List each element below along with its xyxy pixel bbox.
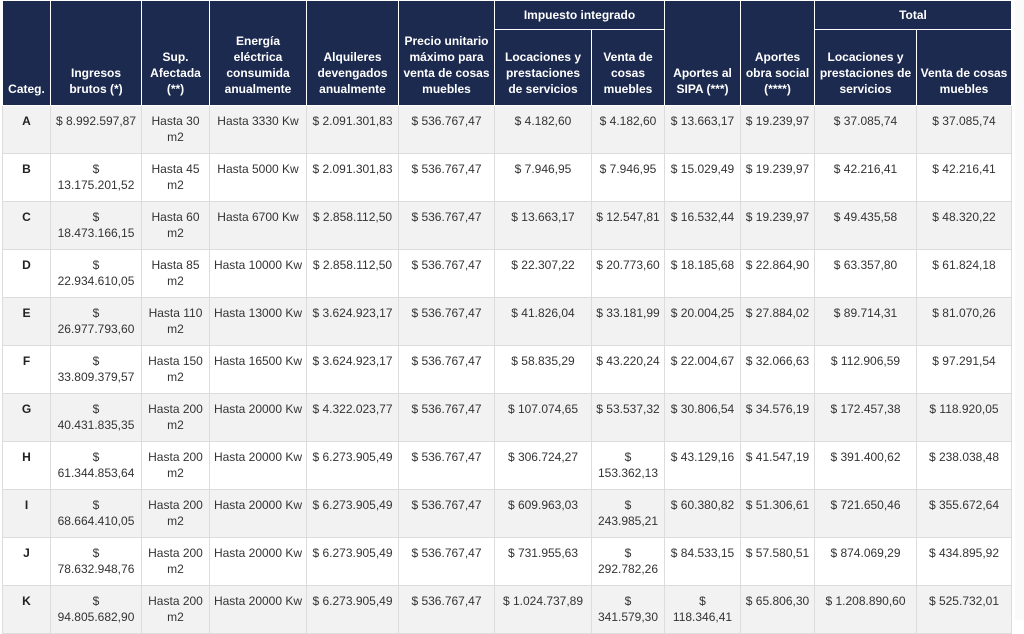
cell-obra: $ 22.864,90 <box>741 250 815 298</box>
header-total: Total <box>815 1 1012 30</box>
cell-cat: J <box>3 538 51 586</box>
monotributo-categories-table <box>2 0 1012 634</box>
cell-alquileres: $ 4.322.023,77 <box>307 394 399 442</box>
cell-imp-venta: $ 33.181,99 <box>592 298 665 346</box>
cell-tot-venta: $ 434.895,92 <box>917 538 1012 586</box>
cell-sup: Hasta 200 m2 <box>142 538 210 586</box>
table-row <box>3 202 1012 250</box>
cell-tot-loc: $ 112.906,59 <box>815 346 917 394</box>
cell-energia: Hasta 3330 Kw <box>210 106 307 154</box>
header-total-venta: Venta de cosas muebles <box>917 30 1012 106</box>
cell-cat: F <box>3 346 51 394</box>
cell-cat: G <box>3 394 51 442</box>
cell-tot-loc: $ 874.069,29 <box>815 538 917 586</box>
cell-precio: $ 536.767,47 <box>399 154 495 202</box>
header-impuesto-integrado: Impuesto integrado <box>495 1 665 30</box>
cell-imp-loc: $ 107.074,65 <box>495 394 592 442</box>
cell-tot-venta: $ 238.038,48 <box>917 442 1012 490</box>
cell-imp-venta: $ 7.946,95 <box>592 154 665 202</box>
cell-imp-venta: $ 20.773,60 <box>592 250 665 298</box>
cell-energia: Hasta 5000 Kw <box>210 154 307 202</box>
table-row <box>3 346 1012 394</box>
cell-imp-loc: $ 731.955,63 <box>495 538 592 586</box>
cell-obra: $ 51.306,61 <box>741 490 815 538</box>
cell-tot-loc: $ 721.650,46 <box>815 490 917 538</box>
cell-tot-loc: $ 89.714,31 <box>815 298 917 346</box>
cell-obra: $ 34.576,19 <box>741 394 815 442</box>
cell-imp-venta: $ 153.362,13 <box>592 442 665 490</box>
cell-tot-venta: $ 118.920,05 <box>917 394 1012 442</box>
cell-energia: Hasta 20000 Kw <box>210 490 307 538</box>
cell-sipa: $ 60.380,82 <box>665 490 741 538</box>
cell-sipa: $ 16.532,44 <box>665 202 741 250</box>
scrollbar[interactable] <box>1015 0 1024 620</box>
header-energia: Energía eléctrica consumida anualmente <box>210 1 307 106</box>
cell-obra: $ 41.547,19 <box>741 442 815 490</box>
table-row <box>3 298 1012 346</box>
cell-precio: $ 536.767,47 <box>399 298 495 346</box>
header-imp-venta: Venta de cosas muebles <box>592 30 665 106</box>
cell-ingresos: $ 68.664.410,05 <box>51 490 142 538</box>
cell-tot-venta: $ 97.291,54 <box>917 346 1012 394</box>
cell-cat: E <box>3 298 51 346</box>
cell-obra: $ 19.239,97 <box>741 154 815 202</box>
cell-ingresos: $ 18.473.166,15 <box>51 202 142 250</box>
cell-precio: $ 536.767,47 <box>399 538 495 586</box>
cell-precio: $ 536.767,47 <box>399 250 495 298</box>
cell-cat: A <box>3 106 51 154</box>
cell-obra: $ 19.239,97 <box>741 202 815 250</box>
cell-ingresos: $ 78.632.948,76 <box>51 538 142 586</box>
cell-alquileres: $ 3.624.923,17 <box>307 298 399 346</box>
cell-tot-venta: $ 37.085,74 <box>917 106 1012 154</box>
cell-precio: $ 536.767,47 <box>399 394 495 442</box>
table-row <box>3 394 1012 442</box>
cell-imp-venta: $ 243.985,21 <box>592 490 665 538</box>
cell-energia: Hasta 16500 Kw <box>210 346 307 394</box>
cell-ingresos: $ 8.992.597,87 <box>51 106 142 154</box>
header-imp-locaciones: Locaciones y prestaciones de servicios <box>495 30 592 106</box>
cell-imp-venta: $ 43.220,24 <box>592 346 665 394</box>
cell-tot-loc: $ 37.085,74 <box>815 106 917 154</box>
cell-imp-loc: $ 22.307,22 <box>495 250 592 298</box>
table-body <box>3 106 1012 634</box>
cell-energia: Hasta 10000 Kw <box>210 250 307 298</box>
cell-precio: $ 536.767,47 <box>399 202 495 250</box>
cell-sup: Hasta 200 m2 <box>142 490 210 538</box>
cell-energia: Hasta 20000 Kw <box>210 394 307 442</box>
cell-alquileres: $ 6.273.905,49 <box>307 586 399 634</box>
cell-alquileres: $ 6.273.905,49 <box>307 442 399 490</box>
cell-tot-loc: $ 63.357,80 <box>815 250 917 298</box>
cell-sipa: $ 22.004,67 <box>665 346 741 394</box>
cell-imp-venta: $ 341.579,30 <box>592 586 665 634</box>
cell-imp-loc: $ 41.826,04 <box>495 298 592 346</box>
cell-precio: $ 536.767,47 <box>399 106 495 154</box>
cell-ingresos: $ 22.934.610,05 <box>51 250 142 298</box>
cell-sipa: $ 20.004,25 <box>665 298 741 346</box>
cell-imp-venta: $ 4.182,60 <box>592 106 665 154</box>
cell-energia: Hasta 20000 Kw <box>210 442 307 490</box>
cell-obra: $ 19.239,97 <box>741 106 815 154</box>
header-aportes-sipa: Aportes al SIPA (***) <box>665 1 741 106</box>
cell-sipa: $ 30.806,54 <box>665 394 741 442</box>
cell-imp-loc: $ 4.182,60 <box>495 106 592 154</box>
cell-obra: $ 27.884,02 <box>741 298 815 346</box>
header-aportes-obra-social: Aportes obra social (****) <box>741 1 815 106</box>
cell-cat: C <box>3 202 51 250</box>
cell-imp-loc: $ 13.663,17 <box>495 202 592 250</box>
cell-tot-venta: $ 61.824,18 <box>917 250 1012 298</box>
cell-sup: Hasta 45 m2 <box>142 154 210 202</box>
cell-tot-venta: $ 525.732,01 <box>917 586 1012 634</box>
cell-sup: Hasta 200 m2 <box>142 442 210 490</box>
cell-cat: K <box>3 586 51 634</box>
cell-imp-loc: $ 7.946,95 <box>495 154 592 202</box>
cell-sup: Hasta 110 m2 <box>142 298 210 346</box>
cell-alquileres: $ 3.624.923,17 <box>307 346 399 394</box>
cell-tot-loc: $ 42.216,41 <box>815 154 917 202</box>
cell-obra: $ 57.580,51 <box>741 538 815 586</box>
cell-energia: Hasta 13000 Kw <box>210 298 307 346</box>
cell-imp-venta: $ 292.782,26 <box>592 538 665 586</box>
cell-imp-loc: $ 1.024.737,89 <box>495 586 592 634</box>
cell-sipa: $ 15.029,49 <box>665 154 741 202</box>
cell-ingresos: $ 13.175.201,52 <box>51 154 142 202</box>
cell-cat: D <box>3 250 51 298</box>
cell-ingresos: $ 61.344.853,64 <box>51 442 142 490</box>
table-row <box>3 586 1012 634</box>
cell-alquileres: $ 2.858.112,50 <box>307 202 399 250</box>
cell-energia: Hasta 20000 Kw <box>210 586 307 634</box>
cell-precio: $ 536.767,47 <box>399 346 495 394</box>
header-superficie: Sup. Afectada (**) <box>142 1 210 106</box>
cell-sup: Hasta 85 m2 <box>142 250 210 298</box>
cell-sup: Hasta 60 m2 <box>142 202 210 250</box>
header-precio-unitario: Precio unitario máximo para venta de cosas muebles <box>399 1 495 106</box>
cell-tot-loc: $ 391.400,62 <box>815 442 917 490</box>
cell-imp-loc: $ 306.724,27 <box>495 442 592 490</box>
cell-tot-loc: $ 1.208.890,60 <box>815 586 917 634</box>
cell-ingresos: $ 94.805.682,90 <box>51 586 142 634</box>
header-ingresos: Ingresos brutos (*) <box>51 1 142 106</box>
cell-imp-venta: $ 53.537,32 <box>592 394 665 442</box>
cell-tot-venta: $ 48.320,22 <box>917 202 1012 250</box>
cell-sipa: $ 18.185,68 <box>665 250 741 298</box>
cell-ingresos: $ 40.431.835,35 <box>51 394 142 442</box>
cell-obra: $ 32.066,63 <box>741 346 815 394</box>
cell-alquileres: $ 2.858.112,50 <box>307 250 399 298</box>
header-alquileres: Alquileres devengados anualmente <box>307 1 399 106</box>
table-row <box>3 250 1012 298</box>
cell-ingresos: $ 33.809.379,57 <box>51 346 142 394</box>
cell-alquileres: $ 2.091.301,83 <box>307 106 399 154</box>
cell-energia: Hasta 6700 Kw <box>210 202 307 250</box>
cell-precio: $ 536.767,47 <box>399 586 495 634</box>
table-row <box>3 490 1012 538</box>
cell-sup: Hasta 30 m2 <box>142 106 210 154</box>
cell-cat: B <box>3 154 51 202</box>
cell-tot-venta: $ 355.672,64 <box>917 490 1012 538</box>
header-total-locaciones: Locaciones y prestaciones de servicios <box>815 30 917 106</box>
cell-sipa: $ 13.663,17 <box>665 106 741 154</box>
cell-sipa: $ 84.533,15 <box>665 538 741 586</box>
cell-cat: I <box>3 490 51 538</box>
table-row <box>3 154 1012 202</box>
cell-sipa: $ 118.346,41 <box>665 586 741 634</box>
table-row <box>3 442 1012 490</box>
cell-ingresos: $ 26.977.793,60 <box>51 298 142 346</box>
cell-tot-loc: $ 172.457,38 <box>815 394 917 442</box>
cell-imp-loc: $ 609.963,03 <box>495 490 592 538</box>
cell-precio: $ 536.767,47 <box>399 490 495 538</box>
cell-imp-loc: $ 58.835,29 <box>495 346 592 394</box>
table-row <box>3 106 1012 154</box>
cell-tot-loc: $ 49.435,58 <box>815 202 917 250</box>
table-row <box>3 538 1012 586</box>
cell-sup: Hasta 200 m2 <box>142 586 210 634</box>
cell-obra: $ 65.806,30 <box>741 586 815 634</box>
cell-alquileres: $ 6.273.905,49 <box>307 538 399 586</box>
cell-cat: H <box>3 442 51 490</box>
cell-sup: Hasta 150 m2 <box>142 346 210 394</box>
cell-energia: Hasta 20000 Kw <box>210 538 307 586</box>
cell-tot-venta: $ 81.070,26 <box>917 298 1012 346</box>
cell-imp-venta: $ 12.547,81 <box>592 202 665 250</box>
cell-alquileres: $ 2.091.301,83 <box>307 154 399 202</box>
cell-alquileres: $ 6.273.905,49 <box>307 490 399 538</box>
cell-tot-venta: $ 42.216,41 <box>917 154 1012 202</box>
cell-sup: Hasta 200 m2 <box>142 394 210 442</box>
header-categ: Categ. <box>3 1 51 106</box>
cell-sipa: $ 43.129,16 <box>665 442 741 490</box>
cell-precio: $ 536.767,47 <box>399 442 495 490</box>
